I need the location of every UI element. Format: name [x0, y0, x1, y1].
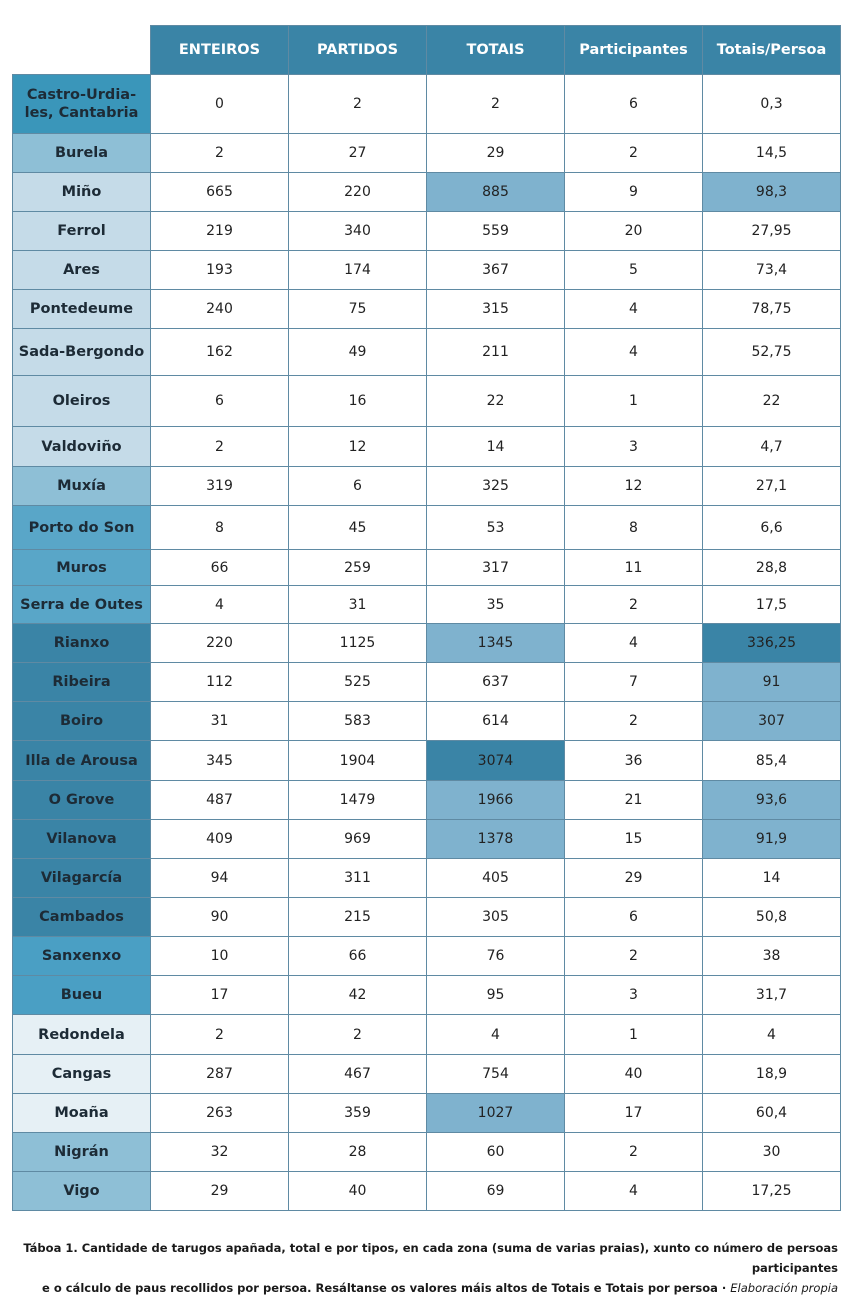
header-row: [13, 26, 841, 75]
table-caption: [12, 1238, 838, 1298]
cell-partidos: 1479: [289, 781, 427, 820]
cell-participantes: 4: [565, 329, 703, 376]
cell-totais-persoa: 27,1: [703, 467, 841, 506]
table-row: [13, 898, 841, 937]
cell-totais-persoa: 91,9: [703, 820, 841, 859]
cell-totais-persoa: 98,3: [703, 173, 841, 212]
cell-partidos: 215: [289, 898, 427, 937]
table-row: [13, 506, 841, 550]
cell-enteiros: 94: [151, 859, 289, 898]
table-row: [13, 427, 841, 467]
cell-enteiros: 219: [151, 212, 289, 251]
row-label: Muxía: [13, 467, 151, 506]
caption-line-1: Táboa 1. Cantidade de tarugos apañada, total e por tipos, en cada zona (suma de varias praias), xunto co número de persoas participantes: [23, 1241, 838, 1275]
cell-partidos: 31: [289, 586, 427, 624]
table-row: [13, 820, 841, 859]
cell-totais: 614: [427, 702, 565, 741]
cell-participantes: 36: [565, 741, 703, 781]
row-label: Valdoviño: [13, 427, 151, 467]
cell-enteiros: 31: [151, 702, 289, 741]
table-row: [13, 1094, 841, 1133]
cell-partidos: 27: [289, 134, 427, 173]
cell-enteiros: 220: [151, 624, 289, 663]
table-row: [13, 937, 841, 976]
cell-totais-persoa: 52,75: [703, 329, 841, 376]
cell-enteiros: 112: [151, 663, 289, 702]
cell-totais: 1345: [427, 624, 565, 663]
cell-enteiros: 409: [151, 820, 289, 859]
table-row: [13, 329, 841, 376]
row-label: Ares: [13, 251, 151, 290]
cell-totais-persoa: 91: [703, 663, 841, 702]
table-row: [13, 741, 841, 781]
data-table: [12, 25, 841, 1211]
cell-partidos: 969: [289, 820, 427, 859]
cell-totais: 637: [427, 663, 565, 702]
cell-totais-persoa: 17,5: [703, 586, 841, 624]
row-label: Oleiros: [13, 376, 151, 427]
table-row: [13, 624, 841, 663]
table-row: [13, 212, 841, 251]
cell-totais: 14: [427, 427, 565, 467]
cell-partidos: 174: [289, 251, 427, 290]
cell-totais-persoa: 14: [703, 859, 841, 898]
cell-totais: 4: [427, 1015, 565, 1055]
cell-participantes: 2: [565, 937, 703, 976]
row-label: Cangas: [13, 1055, 151, 1094]
cell-totais-persoa: 18,9: [703, 1055, 841, 1094]
row-label: Vilanova: [13, 820, 151, 859]
cell-partidos: 28: [289, 1133, 427, 1172]
cell-totais: 305: [427, 898, 565, 937]
row-label: Nigrán: [13, 1133, 151, 1172]
cell-participantes: 29: [565, 859, 703, 898]
row-label: [13, 75, 151, 134]
cell-totais-persoa: 307: [703, 702, 841, 741]
row-label: Moaña: [13, 1094, 151, 1133]
cell-partidos: 340: [289, 212, 427, 251]
row-label-line: Castro-Urdia-: [26, 87, 137, 103]
cell-enteiros: 287: [151, 1055, 289, 1094]
cell-enteiros: 10: [151, 937, 289, 976]
row-label: Bueu: [13, 976, 151, 1015]
row-label: Pontedeume: [13, 290, 151, 329]
cell-totais: 315: [427, 290, 565, 329]
cell-participantes: 11: [565, 550, 703, 586]
table-row: [13, 1172, 841, 1211]
cell-totais: 95: [427, 976, 565, 1015]
cell-totais-persoa: 93,6: [703, 781, 841, 820]
cell-totais: 2: [427, 75, 565, 134]
cell-participantes: 21: [565, 781, 703, 820]
cell-partidos: 1125: [289, 624, 427, 663]
cell-partidos: 1904: [289, 741, 427, 781]
cell-participantes: 2: [565, 134, 703, 173]
cell-participantes: 40: [565, 1055, 703, 1094]
row-label: Redondela: [13, 1015, 151, 1055]
cell-participantes: 3: [565, 976, 703, 1015]
cell-totais: 76: [427, 937, 565, 976]
cell-totais: 754: [427, 1055, 565, 1094]
table-row: [13, 1133, 841, 1172]
cell-totais-persoa: 336,25: [703, 624, 841, 663]
cell-partidos: 2: [289, 75, 427, 134]
cell-partidos: 220: [289, 173, 427, 212]
cell-participantes: 2: [565, 586, 703, 624]
row-label: Ferrol: [13, 212, 151, 251]
row-label: Vilagarcía: [13, 859, 151, 898]
cell-partidos: 2: [289, 1015, 427, 1055]
cell-partidos: 259: [289, 550, 427, 586]
row-label: Illa de Arousa: [13, 741, 151, 781]
cell-totais-persoa: 28,8: [703, 550, 841, 586]
table-row: [13, 859, 841, 898]
cell-partidos: 467: [289, 1055, 427, 1094]
cell-totais-persoa: 17,25: [703, 1172, 841, 1211]
cell-totais: 22: [427, 376, 565, 427]
cell-enteiros: 193: [151, 251, 289, 290]
cell-enteiros: 240: [151, 290, 289, 329]
cell-enteiros: 0: [151, 75, 289, 134]
cell-enteiros: 29: [151, 1172, 289, 1211]
cell-enteiros: 345: [151, 741, 289, 781]
cell-totais: 1378: [427, 820, 565, 859]
table-row: [13, 781, 841, 820]
cell-participantes: 7: [565, 663, 703, 702]
cell-partidos: 6: [289, 467, 427, 506]
cell-participantes: 9: [565, 173, 703, 212]
cell-partidos: 16: [289, 376, 427, 427]
header-corner: [13, 26, 151, 75]
cell-totais: 69: [427, 1172, 565, 1211]
cell-partidos: 45: [289, 506, 427, 550]
header-totais: TOTAIS: [427, 26, 565, 75]
table-row: [13, 702, 841, 741]
cell-enteiros: 2: [151, 134, 289, 173]
cell-totais-persoa: 38: [703, 937, 841, 976]
row-label: Sada-Bergondo: [13, 329, 151, 376]
cell-totais: 885: [427, 173, 565, 212]
row-label: Miño: [13, 173, 151, 212]
row-label: Porto do Son: [13, 506, 151, 550]
cell-enteiros: 66: [151, 550, 289, 586]
cell-partidos: 525: [289, 663, 427, 702]
cell-totais: 1966: [427, 781, 565, 820]
table-row: [13, 251, 841, 290]
cell-totais-persoa: 78,75: [703, 290, 841, 329]
table-row: [13, 75, 841, 134]
row-label: Burela: [13, 134, 151, 173]
table-row: [13, 134, 841, 173]
row-label: Muros: [13, 550, 151, 586]
cell-participantes: 12: [565, 467, 703, 506]
cell-partidos: 75: [289, 290, 427, 329]
row-label: Vigo: [13, 1172, 151, 1211]
cell-partidos: 359: [289, 1094, 427, 1133]
cell-participantes: 6: [565, 75, 703, 134]
cell-totais-persoa: 73,4: [703, 251, 841, 290]
cell-totais: 35: [427, 586, 565, 624]
cell-totais: 29: [427, 134, 565, 173]
table-row: [13, 376, 841, 427]
cell-participantes: 1: [565, 376, 703, 427]
table-row: [13, 1055, 841, 1094]
cell-participantes: 8: [565, 506, 703, 550]
row-label: Ribeira: [13, 663, 151, 702]
cell-participantes: 6: [565, 898, 703, 937]
header-totais-persoa: Totais/Persoa: [703, 26, 841, 75]
cell-totais: 211: [427, 329, 565, 376]
cell-enteiros: 162: [151, 329, 289, 376]
table-body: [13, 75, 841, 1211]
cell-enteiros: 8: [151, 506, 289, 550]
header-participantes: Participantes: [565, 26, 703, 75]
cell-participantes: 1: [565, 1015, 703, 1055]
cell-totais-persoa: 85,4: [703, 741, 841, 781]
row-label: Cambados: [13, 898, 151, 937]
cell-participantes: 15: [565, 820, 703, 859]
cell-totais-persoa: 0,3: [703, 75, 841, 134]
cell-totais: 367: [427, 251, 565, 290]
cell-enteiros: 4: [151, 586, 289, 624]
row-label-line: les, Cantabria: [24, 105, 139, 121]
cell-enteiros: 665: [151, 173, 289, 212]
table-row: [13, 290, 841, 329]
cell-partidos: 583: [289, 702, 427, 741]
caption-line-2: e o cálculo de paus recollidos por persoa. Resáltanse os valores máis altos de Totais e Totais por persoa · Elaboración propia: [42, 1281, 838, 1295]
cell-participantes: 4: [565, 624, 703, 663]
cell-totais-persoa: 6,6: [703, 506, 841, 550]
cell-totais-persoa: 14,5: [703, 134, 841, 173]
cell-participantes: 5: [565, 251, 703, 290]
cell-participantes: 17: [565, 1094, 703, 1133]
cell-totais-persoa: 30: [703, 1133, 841, 1172]
row-label: O Grove: [13, 781, 151, 820]
cell-participantes: 2: [565, 1133, 703, 1172]
cell-enteiros: 6: [151, 376, 289, 427]
cell-totais: 317: [427, 550, 565, 586]
table-row: [13, 173, 841, 212]
table-row: [13, 976, 841, 1015]
row-label: Sanxenxo: [13, 937, 151, 976]
cell-totais: 3074: [427, 741, 565, 781]
header-enteiros: ENTEIROS: [151, 26, 289, 75]
table-row: [13, 1015, 841, 1055]
cell-totais-persoa: 50,8: [703, 898, 841, 937]
cell-totais-persoa: 27,95: [703, 212, 841, 251]
cell-partidos: 66: [289, 937, 427, 976]
cell-participantes: 20: [565, 212, 703, 251]
cell-participantes: 4: [565, 290, 703, 329]
row-label: Serra de Outes: [13, 586, 151, 624]
cell-partidos: 40: [289, 1172, 427, 1211]
row-label: Boiro: [13, 702, 151, 741]
cell-participantes: 3: [565, 427, 703, 467]
cell-participantes: 4: [565, 1172, 703, 1211]
row-label: Rianxo: [13, 624, 151, 663]
cell-enteiros: 2: [151, 1015, 289, 1055]
cell-totais-persoa: 60,4: [703, 1094, 841, 1133]
table-row: [13, 467, 841, 506]
table-row: [13, 663, 841, 702]
cell-totais-persoa: 22: [703, 376, 841, 427]
cell-totais-persoa: 4: [703, 1015, 841, 1055]
table-row: [13, 550, 841, 586]
cell-partidos: 49: [289, 329, 427, 376]
cell-enteiros: 2: [151, 427, 289, 467]
header-partidos: PARTIDOS: [289, 26, 427, 75]
caption-source: Elaboración propia: [730, 1281, 838, 1295]
cell-totais: 325: [427, 467, 565, 506]
cell-totais-persoa: 4,7: [703, 427, 841, 467]
cell-enteiros: 32: [151, 1133, 289, 1172]
table-row: [13, 586, 841, 624]
cell-partidos: 12: [289, 427, 427, 467]
cell-partidos: 42: [289, 976, 427, 1015]
cell-totais: 60: [427, 1133, 565, 1172]
cell-totais: 1027: [427, 1094, 565, 1133]
cell-totais: 405: [427, 859, 565, 898]
cell-totais: 559: [427, 212, 565, 251]
cell-enteiros: 319: [151, 467, 289, 506]
cell-participantes: 2: [565, 702, 703, 741]
cell-enteiros: 90: [151, 898, 289, 937]
cell-enteiros: 263: [151, 1094, 289, 1133]
cell-enteiros: 17: [151, 976, 289, 1015]
cell-totais: 53: [427, 506, 565, 550]
cell-totais-persoa: 31,7: [703, 976, 841, 1015]
cell-enteiros: 487: [151, 781, 289, 820]
cell-partidos: 311: [289, 859, 427, 898]
